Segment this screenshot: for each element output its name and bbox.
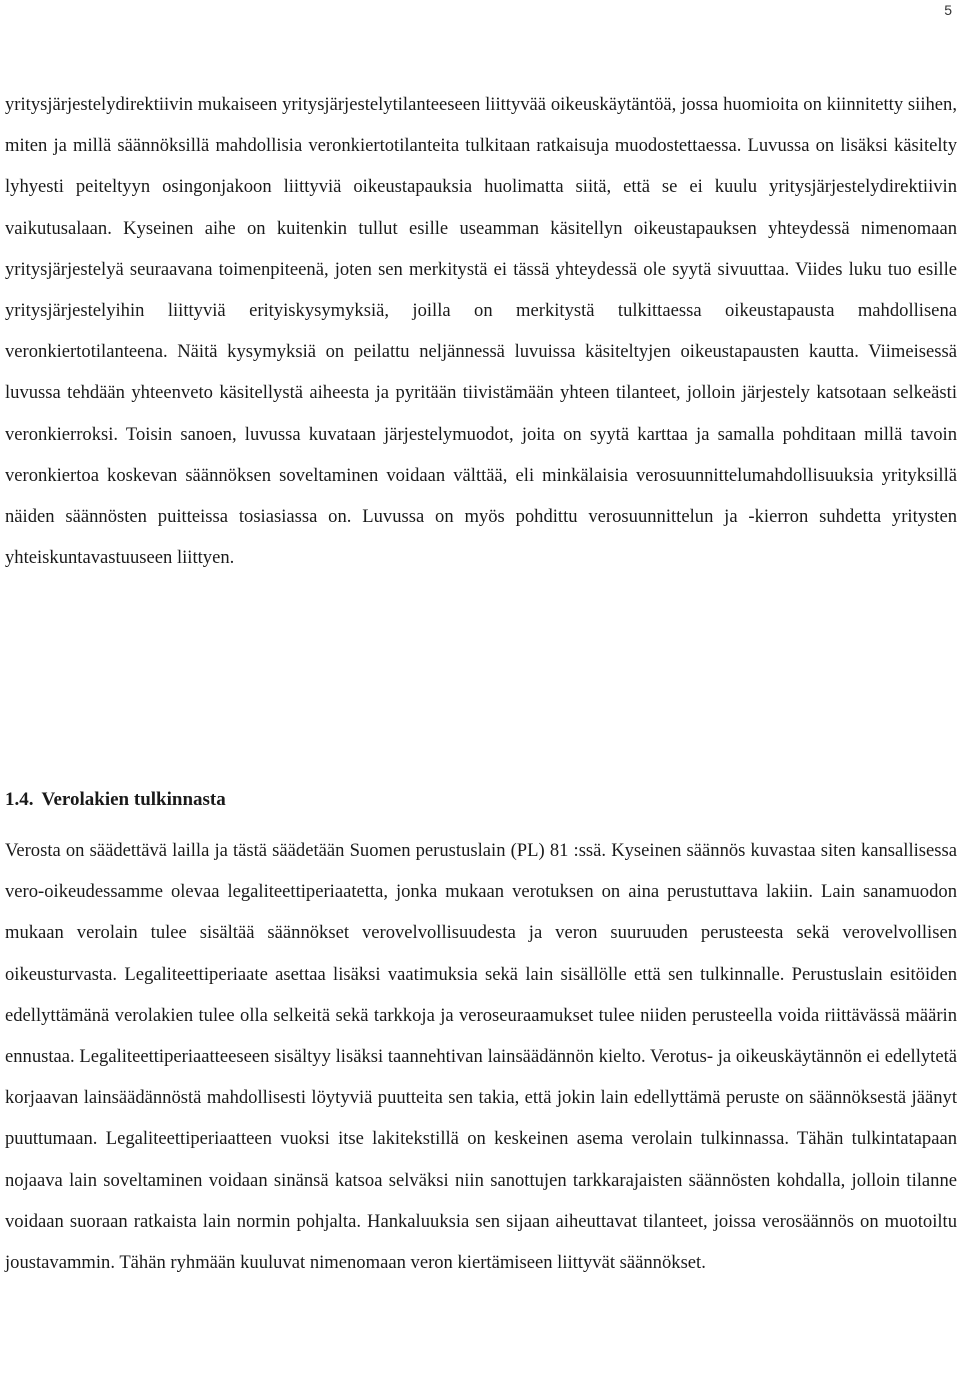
section-heading [5,782,226,818]
body-paragraph-intro: yritysjärjestelydirektiivin mukaiseen yritysjärjestelytilanteeseen liittyvää oikeuskäytäntöä, jossa huomioita on kiinnitetty siihen, miten ja millä säännöksillä mahdollisia veronkiertotilanteita tulkitaan ratkaisuja muodostettaessa. Luvussa on lisäksi käsitelty lyhyesti peiteltyyn osingonjakoon liittyviä oikeustapauksia huolimatta siitä, että se ei kuulu yritysjärjestelydirektiivin vaikutusalaan. Kyseinen aihe on kuitenkin tullut esille useamman käsitellyn oikeustapauksen yhteydessä nimenomaan yritysjärjestelyä seuraavana toimenpiteenä, joten sen merkitystä ei tässä yhteydessä ole syytä sivuuttaa. Viides luku tuo esille yritysjärjestelyihin liittyviä erityiskysymyksiä, joilla on merkitystä tulkittaessa oikeustapausta mahdollisena veronkiertotilanteena. Näitä kysymyksiä on peilattu neljännessä luvuissa käsiteltyjen oikeustapausten kautta. Viimeisessä luvussa tehdään yhteenveto käsitellystä aiheesta ja pyritään tiivistämään yhteen tilanteet, jolloin järjestely katsotaan selkeästi veronkierroksi. Toisin sanoen, luvussa kuvataan järjestelymuodot, joita on syytä karttaa ja samalla pohditaan millä tavoin veronkiertoa koskevan säännöksen soveltaminen voidaan välttää, eli minkälaisia verosuunnittelumahdollisuuksia yrityksillä näiden säännösten puitteissa tosiasiassa on. Luvussa on myös pohdittu verosuunnittelun ja -kierron suhdetta yritysten yhteiskuntavastuuseen liittyen. [5,94,957,569]
section-number: 1.4. [5,789,34,810]
section-title: Verolakien tulkinnasta [41,789,226,810]
body-paragraph-verolakien-tulkinnasta: Verosta on säädettävä lailla ja tästä säädetään Suomen perustuslain (PL) 81 :ssä. Kyseinen säännös kuvastaa siten kansallisessa vero-oikeudessamme olevaa legaliteettiperiaatetta, jonka mukaan verotuksen on aina perustuttava lakiin. Lain sanamuodon mukaan verolain tulee sisältää säännökset verovelvollisuudesta ja veron suuruuden perusteesta sekä verovelvollisen oikeusturvasta. Legaliteettiperiaate asettaa lisäksi vaatimuksia sekä lain sisällölle että sen tulkinnalle. Perustuslain esitöiden edellyttämänä verolakien tulee olla selkeitä sekä tarkkoja ja veroseuraamukset tulee niiden perusteella voida riittävässä määrin ennustaa. Legaliteettiperiaatteeseen sisältyy lisäksi taannehtivan lainsäädännön kielto. Verotus- ja oikeuskäytännön ei edellytetä korjaavan lainsäädännöstä mahdollisesti löytyviä puutteita sen takia, että jokin lain edellyttämä peruste on säännöksestä jäänyt puuttumaan. Legaliteettiperiaatteen vuoksi itse lakitekstillä on keskeinen asema verolain tulkinnassa. Tähän tulkintatapaan nojaava lain soveltaminen voidaan sinänsä katsoa selväksi niin sanottujen tarkkarajaisten säännösten kohdalla, jolloin tilanne voidaan suoraan ratkaista lain normin pohjalta. Hankaluuksia sen sijaan aiheuttavat tilanteet, joissa verosäännös on muotoiltu joustavammin. Tähän ryhmään kuuluvat nimenomaan veron kiertämiseen liittyvät säännökset. [5,840,957,1274]
page-number: 5 [944,2,952,18]
